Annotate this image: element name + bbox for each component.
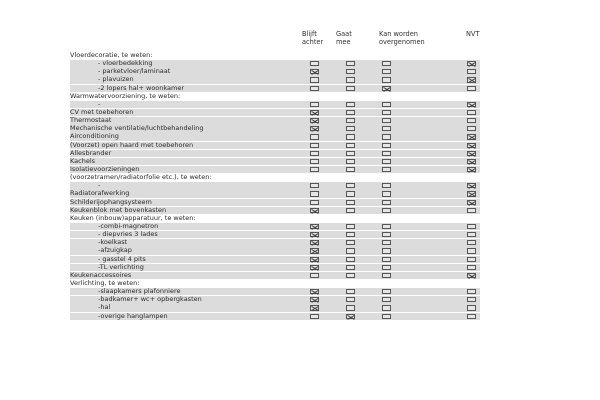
checkbox-gaat-mee[interactable] xyxy=(346,110,355,115)
checkbox-blijft-achter[interactable] xyxy=(310,110,319,115)
table-row xyxy=(70,199,480,206)
checkbox-kan-worden-overgenomen[interactable] xyxy=(382,224,391,229)
checkbox-nvt[interactable] xyxy=(467,248,476,253)
row-label: Airconditioning xyxy=(70,132,119,141)
checkbox-kan-worden-overgenomen[interactable] xyxy=(382,118,391,123)
row-label: (voorzetramen/radiatorfolie etc.), te weten: xyxy=(70,173,212,182)
row-label: Isolatievoorzieningen xyxy=(70,164,140,173)
checkbox-blijft-achter[interactable] xyxy=(310,61,319,66)
row-label: Verlichting, te weten: xyxy=(70,278,140,287)
table-row xyxy=(70,133,480,140)
checkbox-gaat-mee[interactable] xyxy=(346,257,355,262)
checkbox-nvt[interactable] xyxy=(467,61,476,66)
checkbox-kan-worden-overgenomen[interactable] xyxy=(382,191,391,196)
table-row xyxy=(70,76,480,83)
table-row xyxy=(70,150,480,157)
row-label: -2 lopers hal+ woonkamer xyxy=(98,83,185,92)
checkbox-blijft-achter[interactable] xyxy=(310,134,319,139)
checkbox-kan-worden-overgenomen[interactable] xyxy=(382,86,391,91)
checkbox-kan-worden-overgenomen[interactable] xyxy=(382,314,391,319)
checkbox-kan-worden-overgenomen[interactable] xyxy=(382,151,391,156)
checkbox-blijft-achter[interactable] xyxy=(310,143,319,148)
checkbox-kan-worden-overgenomen[interactable] xyxy=(382,167,391,172)
checkbox-nvt[interactable] xyxy=(467,257,476,262)
checkbox-nvt[interactable] xyxy=(467,191,476,196)
row-label: Vloerdecoratie, te weten: xyxy=(70,51,153,59)
checkbox-blijft-achter[interactable] xyxy=(310,151,319,156)
checkbox-nvt[interactable] xyxy=(467,126,476,131)
checkbox-blijft-achter[interactable] xyxy=(310,257,319,262)
checkbox-blijft-achter[interactable] xyxy=(310,208,319,213)
row-label: - parketvloer/laminaat xyxy=(98,67,171,76)
table-row xyxy=(70,142,480,149)
row-label: -TL verlichting xyxy=(98,262,144,271)
checkbox-nvt[interactable] xyxy=(467,232,476,237)
checkbox-kan-worden-overgenomen[interactable] xyxy=(382,61,391,66)
checkbox-kan-worden-overgenomen[interactable] xyxy=(382,305,391,310)
checkbox-blijft-achter[interactable] xyxy=(310,224,319,229)
checkbox-nvt[interactable] xyxy=(467,118,476,123)
table-row xyxy=(70,264,480,271)
checkbox-gaat-mee[interactable] xyxy=(346,77,355,82)
checkbox-blijft-achter[interactable] xyxy=(310,118,319,123)
checkbox-kan-worden-overgenomen[interactable] xyxy=(382,297,391,302)
table-row xyxy=(70,85,480,92)
checkbox-blijft-achter[interactable] xyxy=(310,77,319,82)
checkbox-nvt[interactable] xyxy=(467,314,476,319)
checkbox-nvt[interactable] xyxy=(467,69,476,74)
row-label: - vloerbedekking xyxy=(98,59,153,68)
table-row xyxy=(70,182,480,189)
checkbox-blijft-achter[interactable] xyxy=(310,248,319,253)
table-row xyxy=(70,125,480,132)
checkbox-kan-worden-overgenomen[interactable] xyxy=(382,69,391,74)
row-label: -afzuigkap xyxy=(98,246,132,255)
checkbox-gaat-mee[interactable] xyxy=(346,224,355,229)
checkbox-gaat-mee[interactable] xyxy=(346,248,355,253)
checkbox-blijft-achter[interactable] xyxy=(310,305,319,310)
checkbox-gaat-mee[interactable] xyxy=(346,167,355,172)
table-row xyxy=(70,207,480,214)
checkbox-gaat-mee[interactable] xyxy=(346,200,355,205)
row-label: Warmwatervoorziening, te weten: xyxy=(70,91,181,100)
checkbox-blijft-achter[interactable] xyxy=(310,183,319,188)
table-row xyxy=(70,231,480,238)
checkbox-kan-worden-overgenomen[interactable] xyxy=(382,240,391,245)
checkbox-kan-worden-overgenomen[interactable] xyxy=(382,200,391,205)
checkbox-kan-worden-overgenomen[interactable] xyxy=(382,143,391,148)
checkbox-nvt[interactable] xyxy=(467,134,476,139)
checkbox-kan-worden-overgenomen[interactable] xyxy=(382,126,391,131)
row-label: - gasstel 4 pits xyxy=(98,254,146,263)
checkbox-nvt[interactable] xyxy=(467,102,476,107)
checkbox-gaat-mee[interactable] xyxy=(346,240,355,245)
checkbox-gaat-mee[interactable] xyxy=(346,273,355,278)
column-header-kan-worden-overgenomen: Kan worden overgenomen xyxy=(379,30,425,46)
checkbox-blijft-achter[interactable] xyxy=(310,159,319,164)
row-label: Keuken (inbouw)apparatuur, te weten: xyxy=(70,213,196,222)
checkbox-gaat-mee[interactable] xyxy=(346,232,355,237)
checkbox-gaat-mee[interactable] xyxy=(346,143,355,148)
checkbox-gaat-mee[interactable] xyxy=(346,208,355,213)
table-row xyxy=(70,296,480,303)
checkbox-gaat-mee[interactable] xyxy=(346,297,355,302)
checkbox-nvt[interactable] xyxy=(467,224,476,229)
checkbox-nvt[interactable] xyxy=(467,297,476,302)
checkbox-gaat-mee[interactable] xyxy=(346,69,355,74)
checkbox-kan-worden-overgenomen[interactable] xyxy=(382,110,391,115)
table-row xyxy=(70,109,480,116)
row-label: - plavuizen xyxy=(98,75,134,84)
checkbox-gaat-mee[interactable] xyxy=(346,159,355,164)
checkbox-nvt[interactable] xyxy=(467,110,476,115)
checkbox-blijft-achter[interactable] xyxy=(310,86,319,91)
checkbox-nvt[interactable] xyxy=(467,167,476,172)
checkbox-gaat-mee[interactable] xyxy=(346,151,355,156)
checkbox-blijft-achter[interactable] xyxy=(310,297,319,302)
checkbox-blijft-achter[interactable] xyxy=(310,69,319,74)
row-label: Kachels xyxy=(70,156,96,165)
checkbox-blijft-achter[interactable] xyxy=(310,200,319,205)
row-label: Mechanische ventilatie/luchtbehandeling xyxy=(70,124,204,133)
checkbox-blijft-achter[interactable] xyxy=(310,265,319,270)
checkbox-gaat-mee[interactable] xyxy=(346,191,355,196)
checkbox-nvt[interactable] xyxy=(467,77,476,82)
checkbox-gaat-mee[interactable] xyxy=(346,265,355,270)
checkbox-gaat-mee[interactable] xyxy=(346,86,355,91)
checkbox-nvt[interactable] xyxy=(467,208,476,213)
checkbox-kan-worden-overgenomen[interactable] xyxy=(382,232,391,237)
table-row xyxy=(70,304,480,311)
row-label: -badkamer+ wc+ opbergkasten xyxy=(98,295,202,304)
checkbox-blijft-achter[interactable] xyxy=(310,167,319,172)
section-header-row xyxy=(70,93,480,100)
row-label: - xyxy=(98,181,101,190)
row-label: (Voorzet) open haard met toebehoren xyxy=(70,140,194,149)
checkbox-kan-worden-overgenomen[interactable] xyxy=(382,273,391,278)
checkbox-kan-worden-overgenomen[interactable] xyxy=(382,77,391,82)
checkbox-blijft-achter[interactable] xyxy=(310,240,319,245)
checkbox-gaat-mee[interactable] xyxy=(346,183,355,188)
table-row xyxy=(70,256,480,263)
row-label: - diepvries 3 lades xyxy=(98,230,158,239)
checklist-table xyxy=(70,52,480,321)
checkbox-gaat-mee[interactable] xyxy=(346,305,355,310)
checkbox-gaat-mee[interactable] xyxy=(346,126,355,131)
column-header-nvt: NVT xyxy=(466,30,480,38)
table-row xyxy=(70,190,480,197)
checkbox-blijft-achter[interactable] xyxy=(310,191,319,196)
checkbox-nvt[interactable] xyxy=(467,86,476,91)
row-label: -overige hanglampen xyxy=(98,311,168,320)
section-header-row xyxy=(70,174,480,181)
checkbox-nvt[interactable] xyxy=(467,273,476,278)
checkbox-blijft-achter[interactable] xyxy=(310,126,319,131)
checkbox-gaat-mee[interactable] xyxy=(346,314,355,319)
row-label: Allesbrander xyxy=(70,148,112,157)
row-label: -combi-magnetron xyxy=(98,221,159,230)
table-row xyxy=(70,313,480,320)
checkbox-blijft-achter[interactable] xyxy=(310,314,319,319)
row-label: Radiatorafwerking xyxy=(70,189,130,198)
checkbox-kan-worden-overgenomen[interactable] xyxy=(382,289,391,294)
checkbox-kan-worden-overgenomen[interactable] xyxy=(382,159,391,164)
row-label: Thermostaat xyxy=(70,116,112,125)
checkbox-nvt[interactable] xyxy=(467,240,476,245)
checkbox-kan-worden-overgenomen[interactable] xyxy=(382,248,391,253)
row-label: Keukenblok met bovenkasten xyxy=(70,205,167,214)
checkbox-nvt[interactable] xyxy=(467,159,476,164)
checkbox-kan-worden-overgenomen[interactable] xyxy=(382,265,391,270)
checkbox-kan-worden-overgenomen[interactable] xyxy=(382,208,391,213)
row-label: Schilderijophangsysteem xyxy=(70,197,152,206)
column-header-blijft-achter: Blijft achter xyxy=(302,30,324,46)
checkbox-kan-worden-overgenomen[interactable] xyxy=(382,102,391,107)
checkbox-kan-worden-overgenomen[interactable] xyxy=(382,257,391,262)
checkbox-nvt[interactable] xyxy=(467,265,476,270)
table-row xyxy=(70,247,480,254)
checkbox-gaat-mee[interactable] xyxy=(346,61,355,66)
checkbox-nvt[interactable] xyxy=(467,151,476,156)
checkbox-nvt[interactable] xyxy=(467,305,476,310)
checkbox-gaat-mee[interactable] xyxy=(346,289,355,294)
checkbox-kan-worden-overgenomen[interactable] xyxy=(382,183,391,188)
checkbox-blijft-achter[interactable] xyxy=(310,273,319,278)
checkbox-kan-worden-overgenomen[interactable] xyxy=(382,134,391,139)
checkbox-nvt[interactable] xyxy=(467,200,476,205)
checkbox-blijft-achter[interactable] xyxy=(310,232,319,237)
row-label: CV met toebehoren xyxy=(70,107,134,116)
checkbox-blijft-achter[interactable] xyxy=(310,102,319,107)
row-label: -slaapkamers plafonniere xyxy=(98,287,181,296)
checkbox-gaat-mee[interactable] xyxy=(346,102,355,107)
row-label: - xyxy=(98,99,101,108)
checkbox-nvt[interactable] xyxy=(467,143,476,148)
checkbox-nvt[interactable] xyxy=(467,289,476,294)
checkbox-nvt[interactable] xyxy=(467,183,476,188)
row-label: -koelkast xyxy=(98,238,128,247)
row-label: Keukenaccessoires xyxy=(70,270,132,279)
column-header-gaat-mee: Gaat mee xyxy=(336,30,352,46)
row-label: -hal xyxy=(98,303,111,312)
checkbox-gaat-mee[interactable] xyxy=(346,118,355,123)
checkbox-blijft-achter[interactable] xyxy=(310,289,319,294)
checkbox-gaat-mee[interactable] xyxy=(346,134,355,139)
